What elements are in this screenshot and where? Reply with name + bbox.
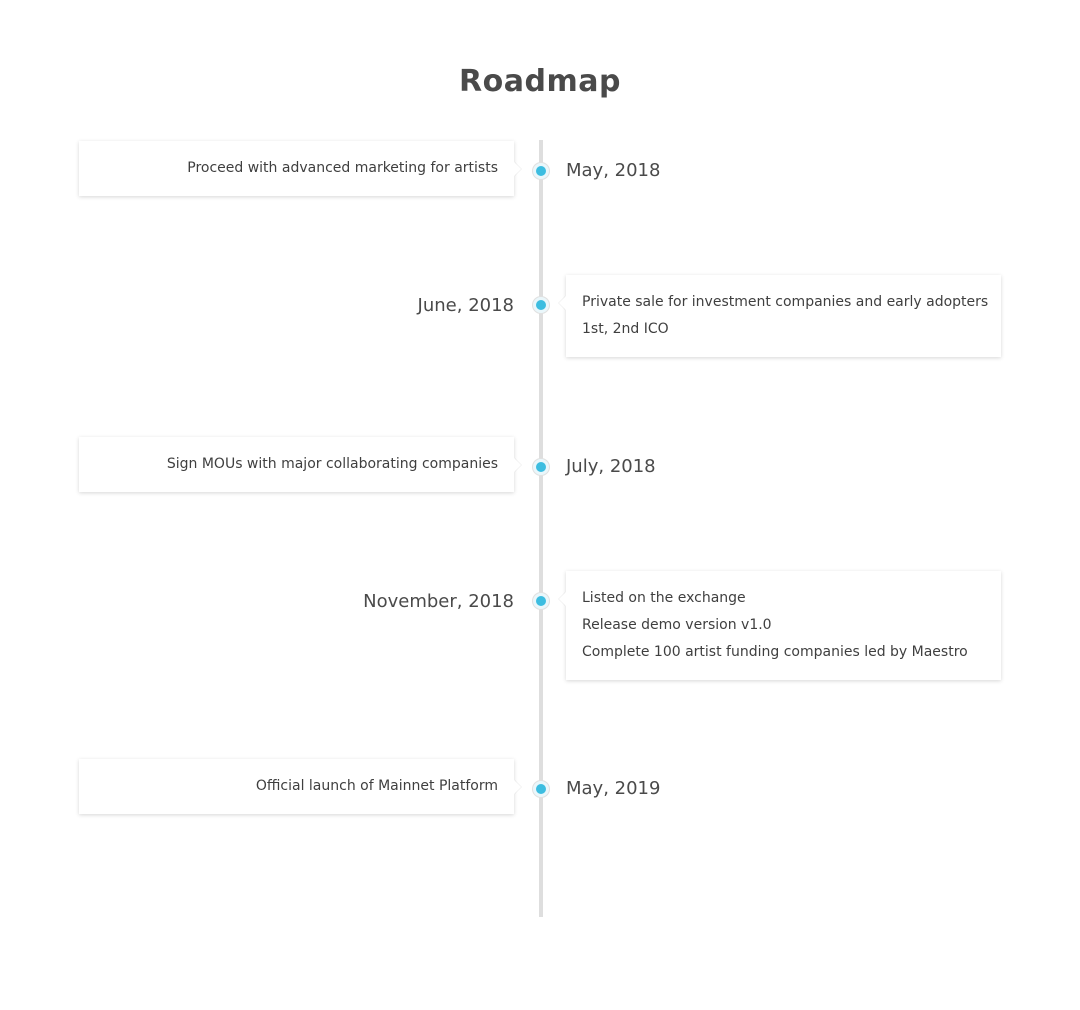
milestone-item: Complete 100 artist funding companies led by Maestro — [582, 644, 968, 660]
page-title: Roadmap — [459, 64, 621, 99]
milestone-card — [79, 759, 514, 814]
milestone-card — [566, 275, 1001, 357]
timeline-line — [539, 140, 543, 917]
milestone-card — [79, 141, 514, 196]
milestone-card — [566, 571, 1001, 680]
timeline-dot-icon — [533, 297, 549, 313]
milestone-date: June, 2018 — [417, 295, 514, 316]
milestone-item: 1st, 2nd ICO — [582, 321, 669, 337]
milestone-item: Release demo version v1.0 — [582, 617, 772, 633]
timeline-dot-icon — [533, 163, 549, 179]
milestone-item: Listed on the exchange — [582, 590, 746, 606]
milestone-date: May, 2019 — [566, 778, 661, 799]
timeline-dot-icon — [533, 459, 549, 475]
milestone-date: July, 2018 — [566, 456, 656, 477]
milestone-item: Proceed with advanced marketing for artists — [187, 160, 498, 176]
milestone-item: Sign MOUs with major collaborating companies — [166, 456, 498, 472]
milestone-card — [79, 437, 514, 492]
milestone-item: Official launch of Mainnet Platform — [255, 778, 498, 794]
milestone-item: Private sale for investment companies and early adopters — [582, 294, 989, 310]
timeline-dot-icon — [533, 781, 549, 797]
milestone-date: May, 2018 — [566, 160, 661, 181]
timeline-dot-icon — [533, 593, 549, 609]
milestone-date: November, 2018 — [363, 591, 514, 612]
